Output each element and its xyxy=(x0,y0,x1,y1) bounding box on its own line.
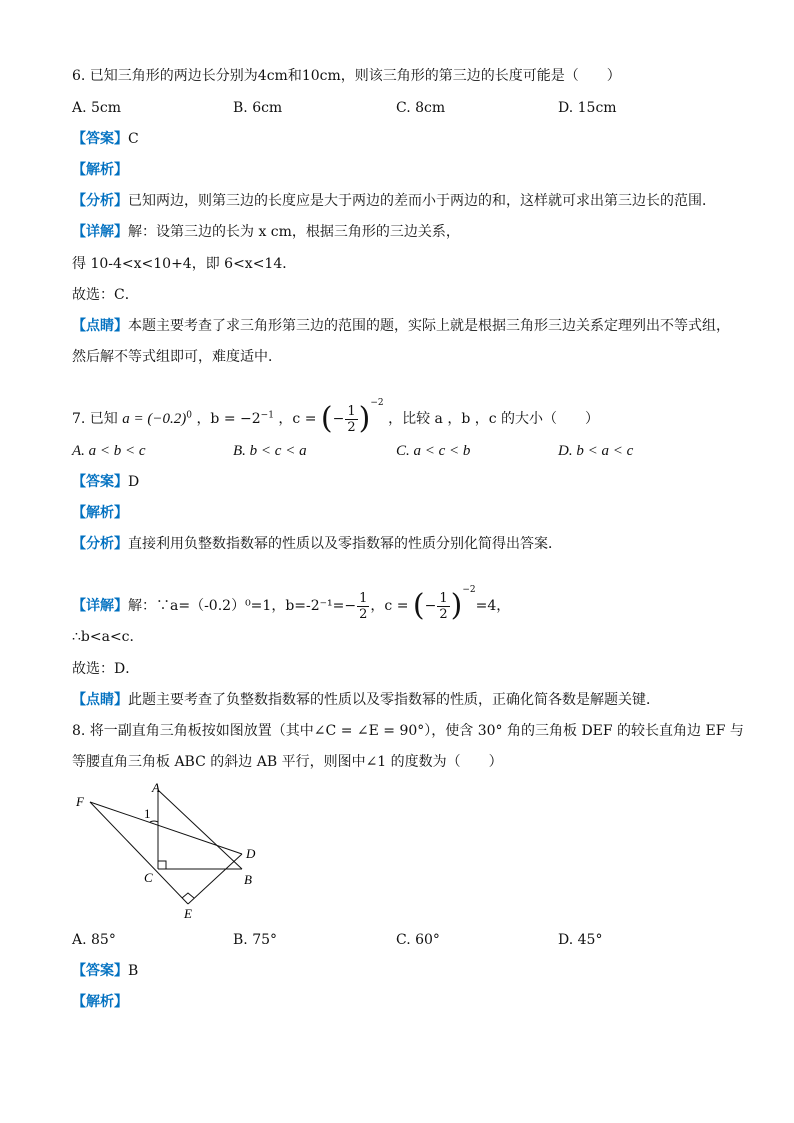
q6-xiangjie-row xyxy=(72,222,460,242)
q7-answer: D xyxy=(128,474,140,490)
q7-answer-row xyxy=(72,472,139,492)
q7-xiangjie-a: 解：∵a=（-0.2）⁰=1，b=-2⁻¹=− xyxy=(128,598,357,614)
q7-stem-suffix: ，比较 a ，b ，c 的大小（ ） xyxy=(388,411,600,427)
frac-num: 1 xyxy=(347,403,356,419)
frac-num: 1 xyxy=(439,590,448,606)
q7-b-exp: −1 xyxy=(260,410,274,421)
dianjing-tag: 【点睛】 xyxy=(72,318,128,334)
q7-a-exp: 0 xyxy=(186,410,192,421)
q6-option-d[interactable]: D. 15cm xyxy=(558,100,617,116)
answer-tag: 【答案】 xyxy=(72,131,128,147)
q7-choose: 故选：D． xyxy=(72,661,140,677)
left-paren: ( xyxy=(412,588,425,623)
angle-1-arc xyxy=(150,821,158,822)
q8-stem-line1: 8. 将一副直角三角板按如图放置（其中∠C = ∠E = 90°），使含 30° 角的三角板 DEF 的较长直角边 EF 与 xyxy=(72,723,744,739)
label-c: C xyxy=(144,870,153,885)
frac-num: 1 xyxy=(359,590,368,606)
analysis-tag: 【解析】 xyxy=(72,162,128,178)
segment-ed xyxy=(188,854,242,904)
q7-stem xyxy=(72,383,599,439)
xiangjie-tag: 【详解】 xyxy=(72,224,128,240)
q6-fenxi-text: 已知两边，则第三边的长度应是大于两边的差而小于两边的和，这样就可求出第三边长的范围． xyxy=(128,193,716,209)
q6-answer-row xyxy=(72,129,139,149)
left-paren: ( xyxy=(320,401,333,436)
frac-den: 2 xyxy=(439,606,448,622)
label-f: F xyxy=(76,794,84,809)
q7-fenxi-text: 直接利用负整数指数幂的性质以及零指数幂的性质分别化简得出答案． xyxy=(128,536,562,552)
q7-xiangjie-c: ，c = xyxy=(370,598,409,614)
q8-answer: B xyxy=(128,963,139,979)
q8-option-c[interactable]: C. 60° xyxy=(396,932,440,948)
q6-stem: 6. 已知三角形的两边长分别为4cm和10cm，则该三角形的第三边的长度可能是（ ） xyxy=(72,68,621,84)
q7-option-d[interactable]: D. b < a < c xyxy=(558,443,634,459)
dianjing-tag: 【点睛】 xyxy=(72,692,128,708)
q6-xiangjie-text: 解：设第三边的长为 x cm，根据三角形的三边关系， xyxy=(128,224,460,240)
right-paren: ) xyxy=(358,401,371,436)
q8-jiexi-row xyxy=(72,992,128,1012)
q7-b-expr: ，b = −2 xyxy=(196,411,261,427)
segment-fe xyxy=(90,802,188,904)
q7-fenxi-row xyxy=(72,534,562,554)
q8-answer-row xyxy=(72,961,138,981)
q7-dianjing-text: 此题主要考查了负整数指数幂的性质以及零指数幂的性质，正确化简各数是解题关键． xyxy=(128,692,660,708)
fenxi-tag: 【分析】 xyxy=(72,193,128,209)
q7-minus: − xyxy=(332,411,345,427)
label-d: D xyxy=(246,846,256,861)
q7-xiangjie-frac2 xyxy=(437,591,449,622)
label-e: E xyxy=(184,906,192,921)
q6-dianjing-row xyxy=(72,316,730,336)
q7-option-a[interactable]: A. a < b < c xyxy=(72,443,146,459)
frac-den: 2 xyxy=(359,606,368,622)
q6-dianjing-line2: 然后解不等式组即可，难度适中． xyxy=(72,349,282,365)
fenxi-tag: 【分析】 xyxy=(72,536,128,552)
q8-option-b[interactable]: B. 75° xyxy=(233,932,278,948)
q7-stem-prefix: 7. 已知 xyxy=(72,411,118,427)
segment-fd xyxy=(90,802,242,854)
q6-option-a[interactable]: A. 5cm xyxy=(72,100,122,116)
q7-option-b[interactable]: B. b < c < a xyxy=(233,443,307,459)
label-b: B xyxy=(244,872,252,887)
q6-option-c[interactable]: C. 8cm xyxy=(396,100,446,116)
right-paren: ) xyxy=(450,588,463,623)
q7-c-prefix: ，c = xyxy=(278,411,317,427)
triangle-figure xyxy=(70,782,270,922)
q7-minus: − xyxy=(424,598,437,614)
label-1: 1 xyxy=(144,806,151,821)
analysis-tag: 【解析】 xyxy=(72,994,128,1010)
q6-inequality: 得 10-4<x<10+4，即 6<x<14． xyxy=(72,256,297,272)
q8-option-a[interactable]: A. 85° xyxy=(72,932,116,948)
q7-dianjing-row xyxy=(72,690,660,710)
q7-c-exp: −2 xyxy=(370,398,384,408)
frac-den: 2 xyxy=(347,419,356,435)
q8-stem-line2: 等腰直角三角板 ABC 的斜边 AB 平行，则图中∠1 的度数为（ ） xyxy=(72,754,503,770)
q7-c-exp: −2 xyxy=(462,585,476,595)
q7-jiexi-row xyxy=(72,503,128,523)
q6-option-b[interactable]: B. 6cm xyxy=(233,100,283,116)
q8-option-d[interactable]: D. 45° xyxy=(558,932,603,948)
xiangjie-tag: 【详解】 xyxy=(72,598,128,614)
label-a: A xyxy=(152,782,160,795)
q6-answer: C xyxy=(128,131,139,147)
q7-xiangjie-row xyxy=(72,570,510,626)
q7-fraction xyxy=(345,404,357,435)
answer-tag: 【答案】 xyxy=(72,963,128,979)
q7-so: ∴b<a<c． xyxy=(72,629,144,645)
right-angle-e xyxy=(182,893,194,898)
q7-xiangjie-end: =4， xyxy=(475,598,511,614)
q7-option-c[interactable]: C. a < c < b xyxy=(396,443,471,459)
q6-fenxi-row xyxy=(72,191,716,211)
analysis-tag: 【解析】 xyxy=(72,505,128,521)
q6-choose: 故选：C． xyxy=(72,287,139,303)
q6-dianjing-text: 本题主要考查了求三角形第三边的范围的题，实际上就是根据三角形三边关系定理列出不等式组， xyxy=(128,318,730,334)
right-angle-c xyxy=(158,861,166,869)
answer-tag: 【答案】 xyxy=(72,474,128,490)
q7-a-expr: a = (−0.2) xyxy=(122,411,187,427)
q7-xiangjie-frac1 xyxy=(357,591,369,622)
q6-jiexi-row xyxy=(72,160,128,180)
